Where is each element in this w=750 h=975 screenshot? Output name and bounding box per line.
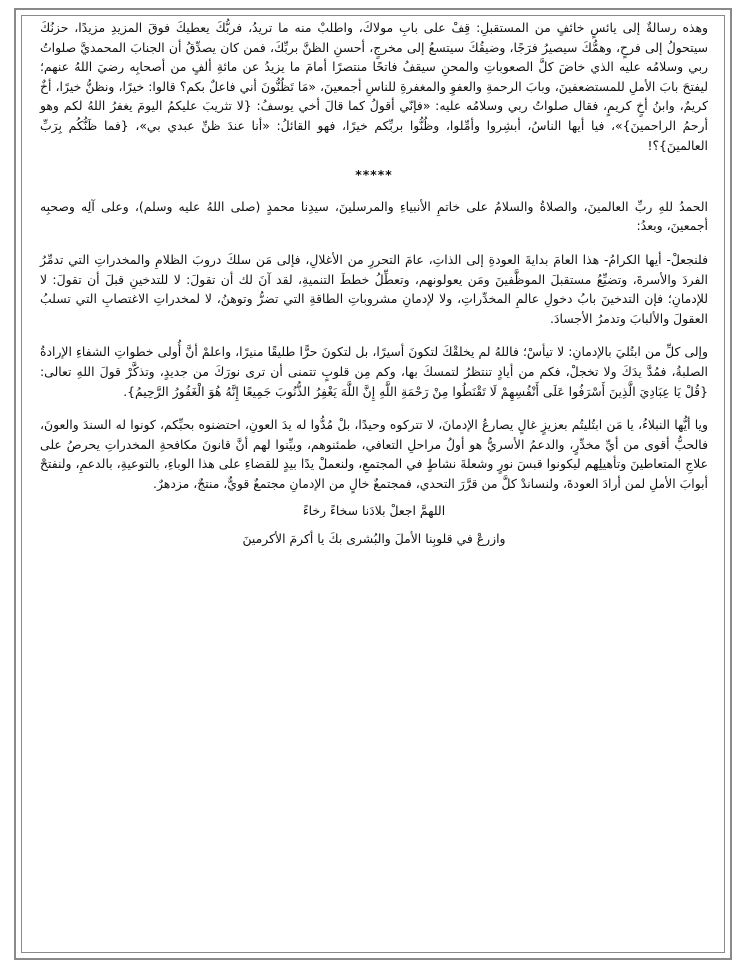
document-body [40,18,708,549]
closing-dua-line-1: اللهمَّ اجعلْ بلادَنا سخاءً رخاءً [302,503,446,519]
intro-paragraph: وهذه رسالةٌ إلى يائسٍ خائفٍ من المستقبلِ: قِفْ على بابِ مولاكَ، واطلبْ منه ما تريدُ، فربُّكَ يعطيكَ فوقَ المزيدِ مزيدًا، حزنُكَ سيتحولُ إلى فرحٍ، وهمُّكَ سيصيرُ فرَجًا، وضيقُكَ سيتسعُ إلى مخرجٍ، أحسنِ الظنَّ بربِّكَ، فمن كان يصدِّقُ أن الجنابَ المحمديَّ صلواتُ ربي وسلامُه عليه الذي خاضَ كلَّ الصعوباتِ والمحنِ سيقفُ فاتحًا منتصرًا أمامَ ما يزيدُ عن مائةِ ألفٍ من أصحابِه رضيَ اللهُ عنهم؛ ليفتحَ بابَ الأملِ للمستضعفينَ، وبابَ الرحمةِ والعفوِ والمغفرةِ للناسِ أجمعينَ، «مَا تَظُنُّونَ أني فاعلٌ بكم؟ قالوا: خيرًا، ونظنُّ خيرًا، أخٌ كريمٌ، وابنُ أخٍ كريمٍ، فقال صلواتُ ربي وسلامُه عليه: «فإنّي أقولُ كما قالَ أخي يوسفُ: {لا تثريبَ عليكمُ اليومَ يغفرُ اللهُ لكم وهو أرحمُ الراحمينَ}»، فيا أيها الناسُ، أبشِروا وأمِّلوا، وظُنُّوا بربِّكم خيرًا، فهو القائلُ: «أنا عندَ ظنِّ عبدي بي»، {فما ظَنُّكُم بِرَبِّ العالمينَ}؟! [40,20,708,153]
paragraph-addict: وإلى كلِّ من ابتُليَ بالإدمانِ: لا تيأسْ؛ فاللهُ لم يخلقْكَ لتكونَ أسيرًا، بل لتكونَ حرًّا طليقًا منيرًا، واعلمْ أنَّ أُولى خطواتِ الشفاءِ الإرادةُ الصلبةُ، فمُدَّ يدَكَ ولا تخجلْ، فكم من أيادٍ تنتظرُ لتمسكَ بها، وكم مِن قلوبٍ تتمنى أن ترى نورَكَ من جديدٍ، وتذكَّرْ قولَ اللهِ تعالى: {قُلْ يَا عِبَادِيَ الَّذِينَ أَسْرَفُوا عَلَى أَنْفُسِهِمْ لَا تَقْنَطُوا مِنْ رَحْمَةِ اللَّهِ إِنَّ اللَّهَ يَغْفِرُ الذُّنُوبَ جَمِيعًا إِنَّهُ هُوَ الْغَفُورُ الرَّحِيمُ}. [40,344,708,399]
closing-dua-line-2: وازرعْ في قلوبِنا الأملَ والبُشرى بكَ يا أكرمَ الأكرمينَ [242,531,506,547]
section-separator: ***** [355,167,393,183]
hamd-paragraph: الحمدُ للهِ ربِّ العالمينَ، والصلاةُ والسلامُ على خاتمِ الأنبياءِ والمرسلينَ، سيدِنا محمدٍ (صلى اللهُ عليه وسلم)، وعلى آلِه وصحبِه أجمعينَ، وبعدُ: [40,198,708,234]
paragraph-new-year: فلنجعلْ- أيها الكرامُ- هذا العامَ بدايةَ العودةِ إلى الذاتِ، عامَ التحررِ من الأغلالِ، فإلى مَن سلكَ دروبَ الظلامِ والمخدراتِ التي تدمِّرُ الفردَ والأسرةَ، وتضيِّعُ مستقبلَ الموظَّفينَ ومَن يعولونهم، وتعطِّلُ خططَ التنميةِ، لقد آنَ لك أن تقولَ: لا للتدخينِ قبلَ أن تقولَ: لا للإدمانِ؛ فإن التدخينَ بابُ دخولِ عالمِ المخدِّراتِ، ولا لإدمانِ مشروباتِ الطاقةِ التي تضرُّ وتوهنُ، لا لمخدراتِ الاغتصابِ التي تسلبُ العقولَ والألبابَ وتدمرُ الأجسادَ. [40,251,708,326]
paragraph-families: ويا أيُّها النبلاءُ، يا مَن ابتُليتُم بعزيزٍ غالٍ يصارعُ الإدمانَ، لا تتركوه وحيدًا، بلْ مُدُّوا له يدَ العونِ، احتضنوه بحبِّكم، كونوا له السندَ والعونَ، فالحبُّ أقوى من أيِّ مخدِّرٍ، والدعمُ الأسريُّ هو أولُ مراحلِ التعافي، طمئنوهم، وبيِّنوا لهم أنَّ قانونَ مكافحةِ المخدراتِ يحرصُ على علاجِ المتعاطينَ وتأهيلِهم ليكونوا قبسَ نورٍ وشعلةَ نشاطٍ في المجتمعِ، ولنعملْ يدًا بيدٍ للقضاءِ على هذا الوباءِ، بالتوعيةِ، بالدعمِ، ولنفتحْ أبوابَ الأملِ لمن أرادَ العودةَ، ولنساندْ كلَّ من قرَّرَ التحدي، فمجتمعٌ خالٍ من الإدمانِ مجتمعٌ قويٌّ، منتجٌ، مزدهرٌ. [40,417,708,491]
